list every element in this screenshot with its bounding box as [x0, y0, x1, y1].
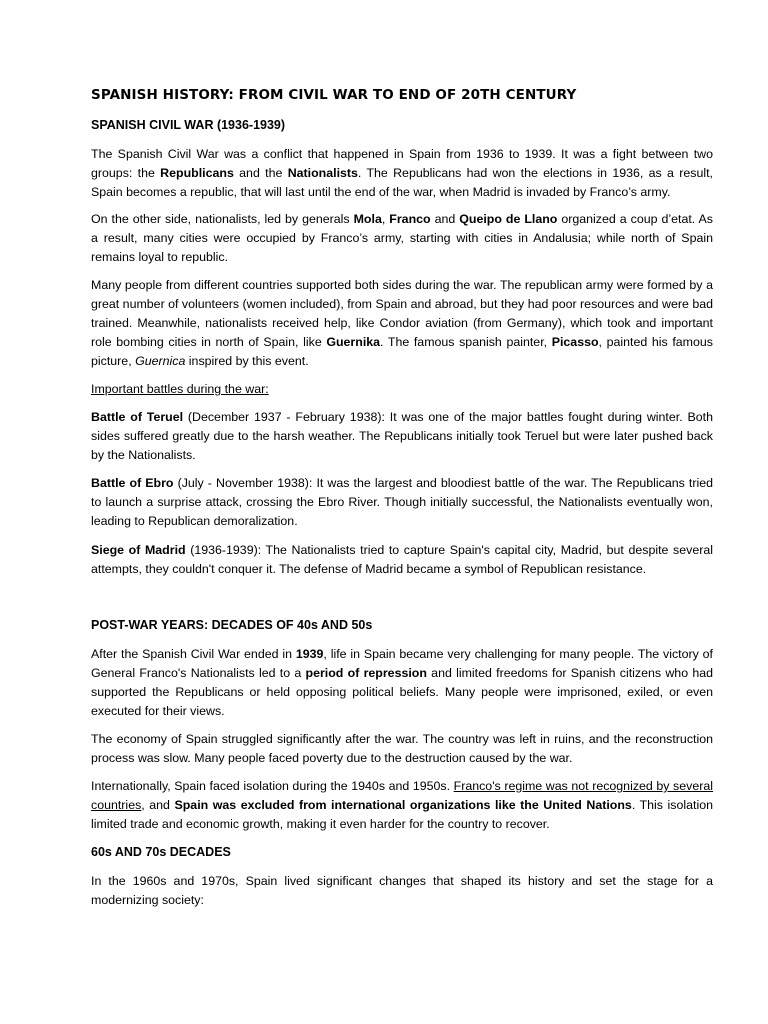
paragraph-post-war-isolation: Internationally, Spain faced isolation during the 1940s and 1950s. Franco's regime was not recognized by several countries, and Spain was excluded from international organizations like the United Nations. This isolation limited trade and economic growth, making it even harder for the country to recover.	[91, 779, 713, 831]
document-title: SPANISH HISTORY: FROM CIVIL WAR TO END OF 20TH CENTURY	[91, 87, 577, 103]
paragraph-nationalists: On the other side, nationalists, led by generals Mola, Franco and Queipo de Llano organized a coup d’etat. As a result, many cities were occupied by Franco’s army, starting with cities in Andalusia; while north of Spain remains loyal to republic.	[91, 212, 713, 264]
heading-post-war: POST-WAR YEARS: DECADES OF 40s AND 50s	[91, 618, 373, 632]
paragraph-sixties-intro: In the 1960s and 1970s, Spain lived significant changes that shaped its history and set the stage for a modernizing society:	[91, 874, 713, 907]
paragraph-post-war-life: After the Spanish Civil War ended in 1939, life in Spain became very challenging for many people. The victory of General Franco's Nationalists led to a period of repression and limited freedoms for Spanish citizens who had supported the Republicans or held opposing political beliefs. Many people were imprisoned, exiled, or even executed for their views.	[91, 647, 714, 718]
paragraph-post-war-economy: The economy of Spain struggled significantly after the war. The country was left in ruins, and the reconstruction process was slow. Many people faced poverty due to the destruction caused by the war.	[91, 732, 713, 765]
paragraph-battle-teruel: Battle of Teruel (December 1937 - February 1938): It was one of the major battles fought during winter. Both sides suffered greatly due to the harsh weather. The Republicans initially took Teruel but were later pushed back by the Nationalists.	[91, 410, 713, 462]
paragraph-international-support: Many people from different countries supported both sides during the war. The republican army were formed by a great number of volunteers (women included), from Spain and abroad, but they had poor resources and were bad trained. Meanwhile, nationalists received help, like Condor aviation (from Germany), which took and important role bombing cities in north of Spain, like Guernika. The famous spanish painter, Picasso, painted his famous picture, Guernica inspired by this event.	[91, 278, 713, 368]
heading-sixties-seventies: 60s AND 70s DECADES	[91, 845, 231, 859]
heading-civil-war: SPANISH CIVIL WAR (1936-1939)	[91, 118, 286, 132]
paragraph-siege-madrid: Siege of Madrid (1936-1939): The Nationalists tried to capture Spain's capital city, Madrid, but despite several attempts, they couldn't conquer it. The defense of Madrid became a symbol of Republican resistance.	[91, 543, 713, 576]
heading-important-battles: Important battles during the war:	[91, 382, 269, 396]
paragraph-civil-war-intro: The Spanish Civil War was a conflict that happened in Spain from 1936 to 1939. It was a fight between two groups: the Republicans and the Nationalists. The Republicans had won the elections in 1936, as a result, Spain becomes a republic, that will last until the end of the war, when Madrid is invaded by Franco’s army.	[91, 147, 713, 199]
paragraph-battle-ebro: Battle of Ebro (July - November 1938): It was the largest and bloodiest battle of the war. The Republicans tried to launch a surprise attack, crossing the Ebro River. Though initially successful, the Nationalists eventually won, leading to Republican demoralization.	[91, 476, 713, 528]
